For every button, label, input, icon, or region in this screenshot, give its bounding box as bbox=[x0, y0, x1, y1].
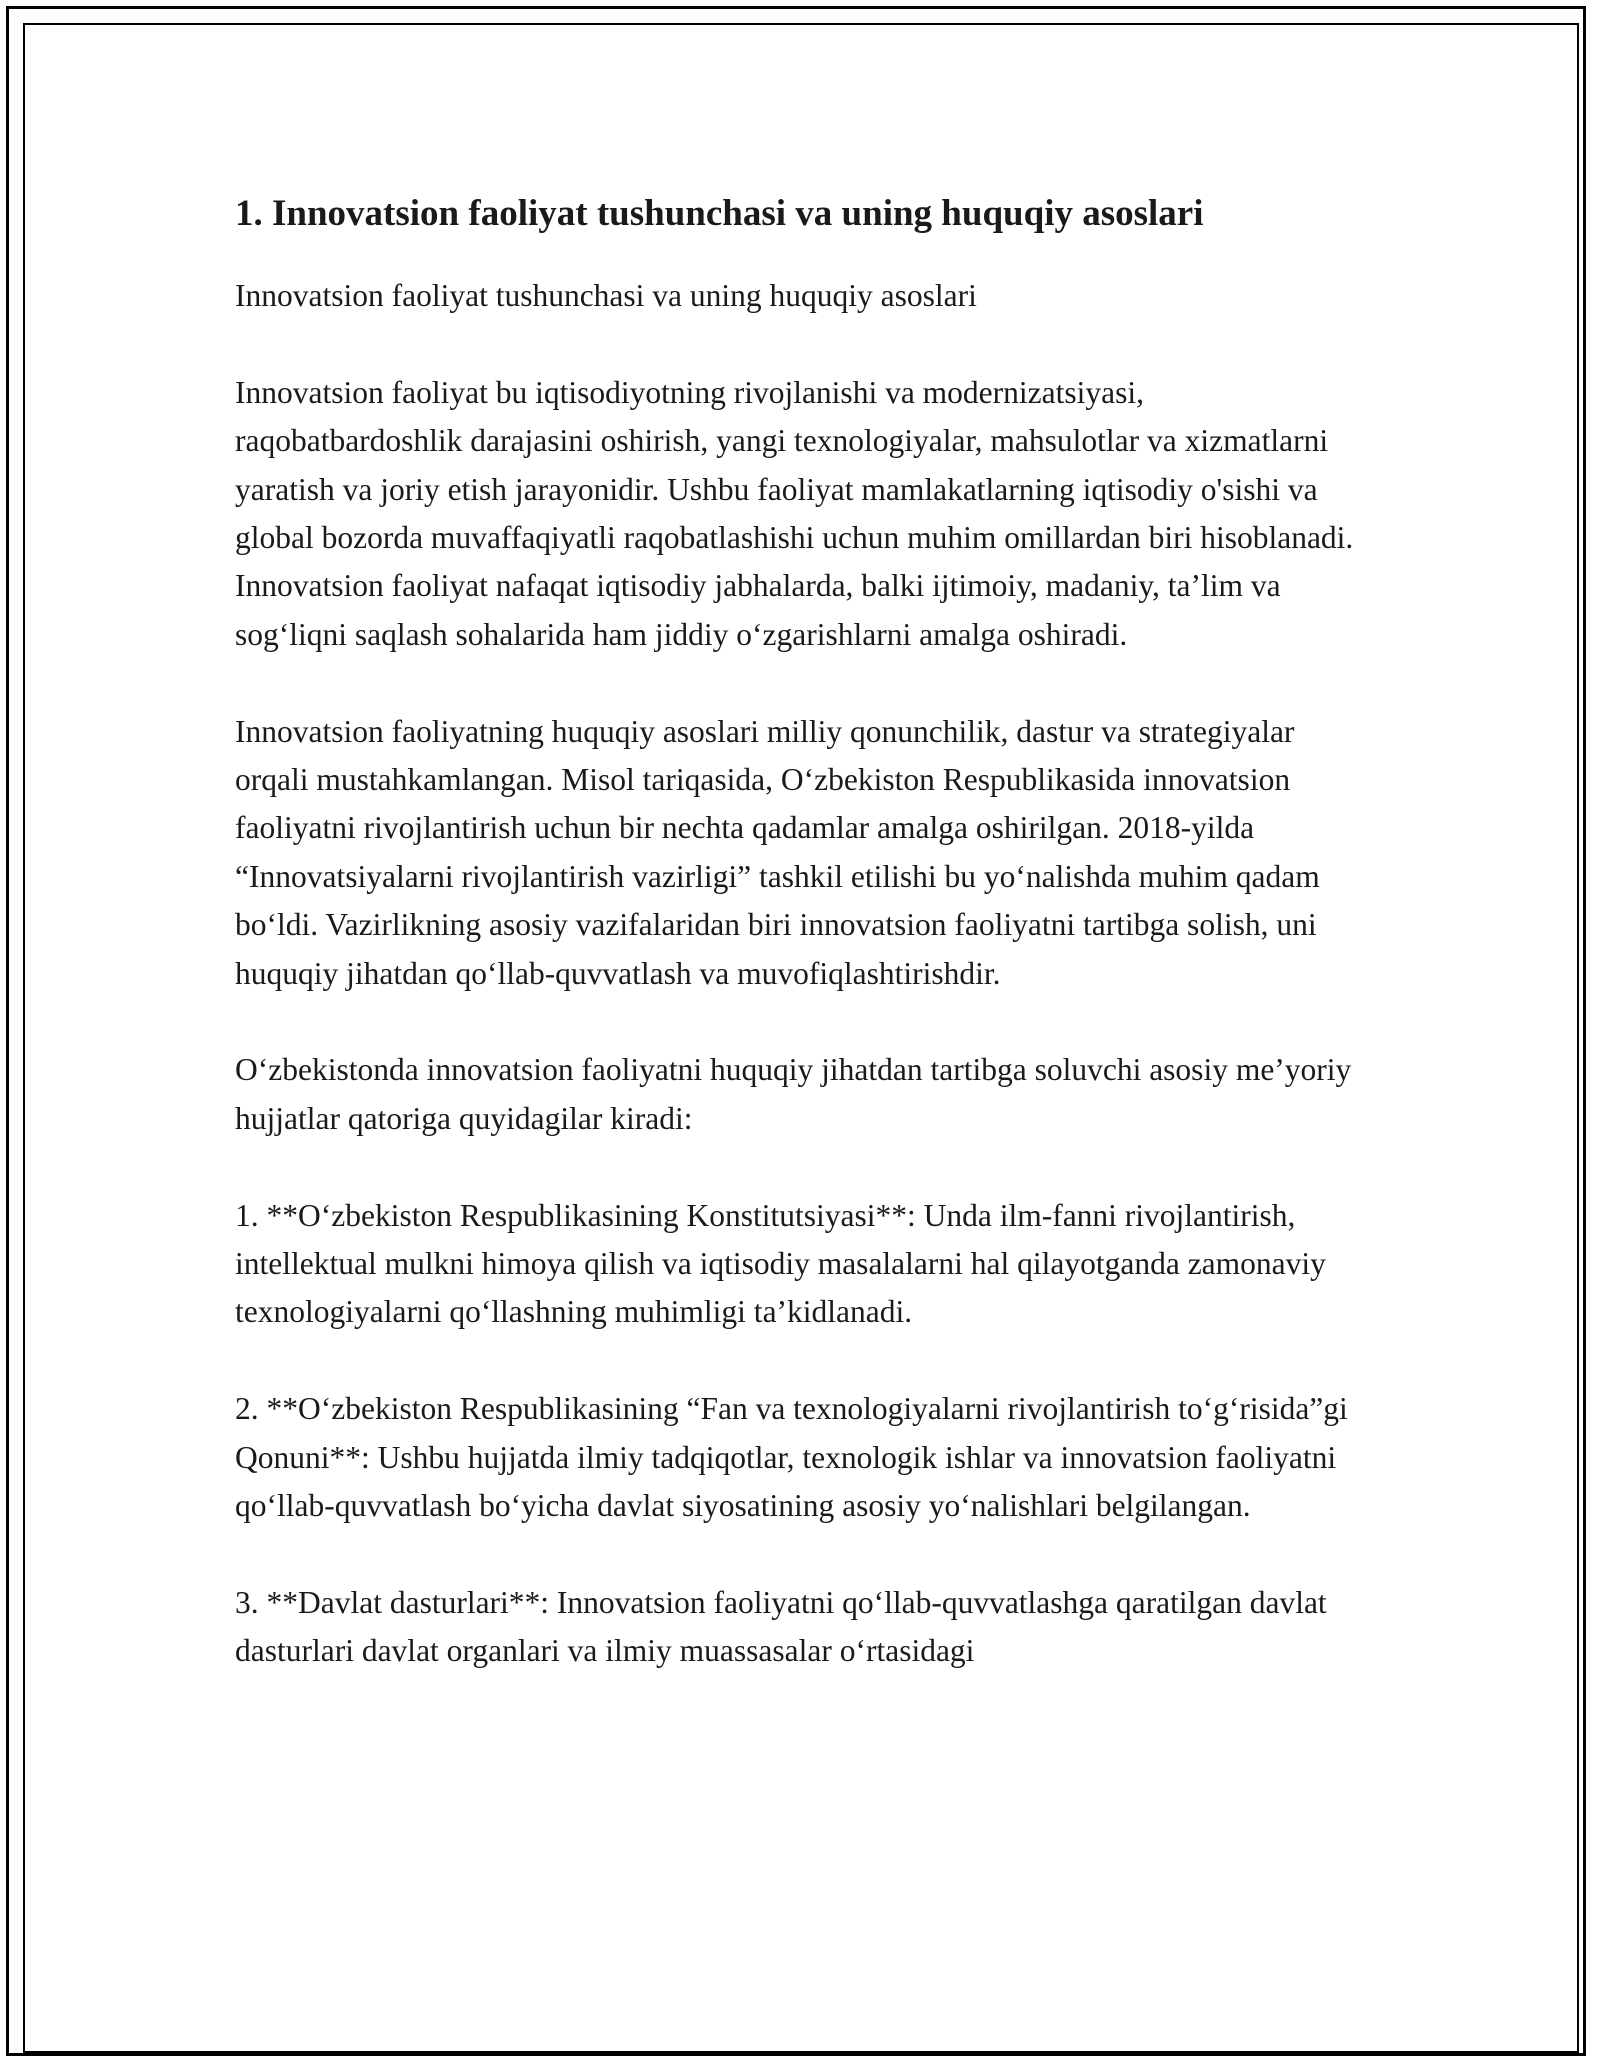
legal-basis-paragraph: Innovatsion faoliyatning huquqiy asoslari milliy qonunchilik, dastur va strategiyalar orqali mustahkamlangan. Misol tariqasida, O‘zbekiston Respublikasida innovatsion faoliyatni rivojlantirish uchun bir nechta qadamlar amalga oshirilgan. 2018-yilda “Innovatsiyalarni rivojlantirish vazirligi” tashkil etilishi bu yo‘nalishda muhim qadam bo‘ldi. Vazirlikning asosiy vazifalaridan biri innovatsion faoliyatni tartibga solish, uni huquqiy jihatdan qo‘llab-quvvatlash va muvofiqlashtirishdir. bbox=[235, 713, 1320, 991]
documents-intro-paragraph: O‘zbekistonda innovatsion faoliyatni huquqiy jihatdan tartibga soluvchi asosiy me’yoriy hujjatlar qatoriga quyidagilar kiradi: bbox=[235, 1052, 1352, 1136]
document-body bbox=[235, 185, 1375, 1724]
document-title: 1. Innovatsion faoliyat tushunchasi va uning huquqiy asoslari bbox=[235, 193, 1204, 234]
list-item-constitution: 1. **O‘zbekiston Respublikasining Konstitutsiyasi**: Unda ilm-fanni rivojlantirish, intellektual mulkni himoya qilish va iqtisodiy masalalarni hal qilayotganda zamonaviy texnologiyalarni qo‘llashning muhimligi ta’kidlanadi. bbox=[235, 1197, 1326, 1330]
definition-paragraph: Innovatsion faoliyat bu iqtisodiyotning rivojlanishi va modernizatsiyasi, raqobatbardoshlik darajasini oshirish, yangi texnologiyalar, mahsulotlar va xizmatlarni yaratish va joriy etish jarayonidir. Ushbu faoliyat mamlakatlarning iqtisodiy o'sishi va global bozorda muvaffaqiyatli raqobatlashishi uchun muhim omillardan biri hisoblanadi. Innovatsion faoliyat nafaqat iqtisodiy jabhalarda, balki ijtimoiy, madaniy, ta’lim va sog‘liqni saqlash sohalarida ham jiddiy o‘zgarishlarni amalga oshiradi. bbox=[235, 374, 1354, 652]
list-item-state-programs: 3. **Davlat dasturlari**: Innovatsion faoliyatni qo‘llab-quvvatlashga qaratilgan davlat dasturlari davlat organlari va ilmiy muassasalar o‘rtasidagi bbox=[235, 1584, 1327, 1669]
list-item-science-law: 2. **O‘zbekiston Respublikasining “Fan va texnologiyalarni rivojlantirish to‘g‘risida”gi Qonuni**: Ushbu hujjatda ilmiy tadqiqotlar, texnologik ishlar va innovatsion faoliyatni qo‘llab-quvvatlash bo‘yicha davlat siyosatining asosiy yo‘nalishlari belgilangan. bbox=[235, 1391, 1348, 1524]
subtitle-paragraph: Innovatsion faoliyat tushunchasi va uning huquqiy asoslari bbox=[235, 278, 977, 313]
